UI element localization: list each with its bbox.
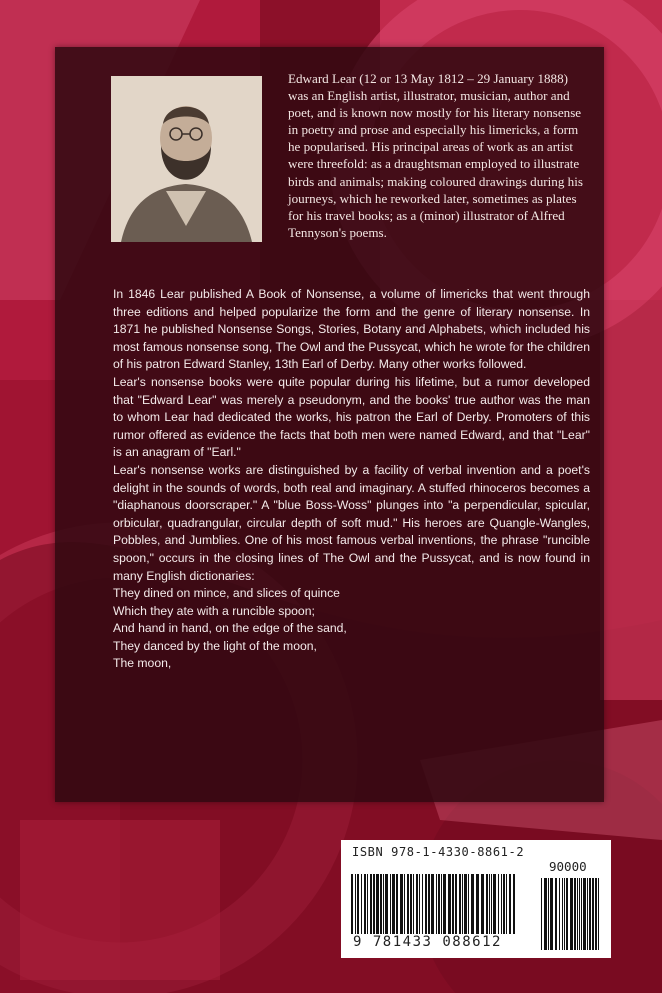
barcode-addon-bar bbox=[583, 878, 586, 950]
paragraph: Lear's nonsense books were quite popular during his lifetime, but a rumor developed that "Edward Lear" was merely a pseudonym, and the books' true author was the man to whom Lear had dedicated the works, his patron the Earl of Derby. Promoters of this rumor offered as evidence the facts that both men were named Edward, and that "Lear" is an anagram of "Earl." bbox=[113, 374, 590, 460]
barcode-bar bbox=[498, 874, 499, 934]
barcode-addon-bar bbox=[544, 878, 547, 950]
barcode-bar bbox=[416, 874, 418, 934]
barcode-bar bbox=[419, 874, 420, 934]
barcode-bar bbox=[376, 874, 379, 934]
barcode-bar bbox=[493, 874, 496, 934]
barcode-bar bbox=[452, 874, 454, 934]
barcode-bar bbox=[400, 874, 403, 934]
barcode-addon-bar bbox=[574, 878, 576, 950]
barcode-bar bbox=[370, 874, 372, 934]
barcode-bar bbox=[367, 874, 368, 934]
poem-line: Which they ate with a runcible spoon; bbox=[113, 603, 315, 618]
barcode-addon-bar bbox=[548, 878, 549, 950]
barcode-bar bbox=[486, 874, 488, 934]
barcode-addon-bar bbox=[550, 878, 553, 950]
barcode-addon-bar bbox=[555, 878, 557, 950]
barcode-bar bbox=[385, 874, 388, 934]
barcode-bar bbox=[364, 874, 366, 934]
barcode-bar bbox=[428, 874, 430, 934]
barcode-bar bbox=[506, 874, 507, 934]
poem-line: The moon, bbox=[113, 656, 172, 671]
barcode-bar bbox=[396, 874, 398, 934]
barcode-addon-bar bbox=[559, 878, 560, 950]
isbn-label: ISBN 978-1-4330-8861-2 bbox=[352, 845, 525, 859]
barcode-bar bbox=[468, 874, 469, 934]
barcode-addon-bar bbox=[564, 878, 565, 950]
barcode-bar bbox=[443, 874, 446, 934]
barcode-addon-bar bbox=[570, 878, 573, 950]
poem-line: They danced by the light of the moon, bbox=[113, 638, 317, 653]
poem-excerpt bbox=[113, 585, 590, 673]
barcode-bar bbox=[413, 874, 414, 934]
barcode-addon-bar bbox=[581, 878, 582, 950]
barcode-bar bbox=[422, 874, 423, 934]
barcode-addon-bar bbox=[579, 878, 580, 950]
barcode-bar bbox=[448, 874, 451, 934]
barcode-addon-bar bbox=[541, 878, 542, 950]
barcode-bar bbox=[355, 874, 356, 934]
barcode-bar bbox=[462, 874, 463, 934]
barcode-bar bbox=[373, 874, 375, 934]
barcode-bar bbox=[464, 874, 467, 934]
barcode-bar bbox=[476, 874, 479, 934]
barcode-bar bbox=[503, 874, 505, 934]
barcode-addon-bar bbox=[587, 878, 588, 950]
barcode-bar bbox=[404, 874, 405, 934]
paragraph: In 1846 Lear published A Book of Nonsense, a volume of limericks that went through three editions and helped popularize the form and the genre of literary nonsense. In 1871 he published Nonsense Songs, Stories, Botany and Alphabets, which included his most famous nonsense song, The Owl and the Pussycat, which he wrote for the children of his patron Edward Stanley, 13th Earl of Derby. Many other works followed. bbox=[113, 287, 590, 372]
barcode-bar bbox=[357, 874, 359, 934]
description-body bbox=[113, 286, 590, 673]
barcode-bar bbox=[491, 874, 492, 934]
barcode-addon-bar bbox=[595, 878, 597, 950]
barcode-bar bbox=[471, 874, 474, 934]
barcode-bar bbox=[407, 874, 409, 934]
barcode-addon-bar bbox=[577, 878, 578, 950]
author-intro: Edward Lear (12 or 13 May 1812 – 29 January 1888) was an English artist, illustrator, musician, author and poet, and is known now mostly for his literary nonsense in poetry and prose and especially his limericks, a form he popularised. His principal areas of work as an artist were threefold: as a draughtsman employed to illustrate birds and animals; making coloured drawings during his journeys, which he reworked later, sometimes as plates for his travel books; as a (minor) illustrator of Alfred Tennyson's poems. bbox=[288, 71, 583, 240]
barcode-bar bbox=[455, 874, 457, 934]
barcode-bar bbox=[481, 874, 484, 934]
poem-line: They dined on mince, and slices of quince bbox=[113, 586, 340, 601]
edward-lear-portrait-icon bbox=[111, 76, 262, 242]
barcode-bar bbox=[501, 874, 502, 934]
price-code: 90000 bbox=[549, 859, 587, 874]
barcode-addon-bar bbox=[589, 878, 591, 950]
paragraph: Lear's nonsense works are distinguished by a facility of verbal invention and a poet's delight in the sounds of words, both real and imaginary. A stuffed rhinoceros becomes a "diaphanous doorscraper." A "blue Boss-Woss" plunges into "a perpendicular, spicular, orbicular, quadrangular, circular depth of soft mud." His heroes are Quangle-Wangles, Pobbles, and Jumblies. One of his most famous verbal inventions, the phrase "runcible spoon," occurs in the closing lines of The Owl and the Pussycat, and is now found in many English dictionaries: bbox=[113, 462, 590, 583]
barcode-bar bbox=[361, 874, 362, 934]
barcode-bar bbox=[425, 874, 427, 934]
barcode-bar bbox=[410, 874, 412, 934]
barcode-bar bbox=[392, 874, 395, 934]
barcode-addon-bar bbox=[592, 878, 594, 950]
barcode-bar bbox=[509, 874, 511, 934]
barcode-bar bbox=[380, 874, 382, 934]
barcode-bar bbox=[441, 874, 442, 934]
barcode-bar bbox=[383, 874, 384, 934]
barcode-bar bbox=[390, 874, 391, 934]
barcode-bar bbox=[459, 874, 461, 934]
ean-digits: 9 781433 088612 bbox=[351, 934, 518, 950]
author-portrait bbox=[111, 76, 262, 242]
barcode-addon-bar bbox=[566, 878, 568, 950]
poem-line: And hand in hand, on the edge of the sand, bbox=[113, 621, 347, 636]
barcode-bar bbox=[489, 874, 490, 934]
barcode-bar bbox=[438, 874, 440, 934]
barcode-bar bbox=[431, 874, 434, 934]
barcode-addon-bar bbox=[598, 878, 599, 950]
barcode-addon-bar bbox=[562, 878, 563, 950]
